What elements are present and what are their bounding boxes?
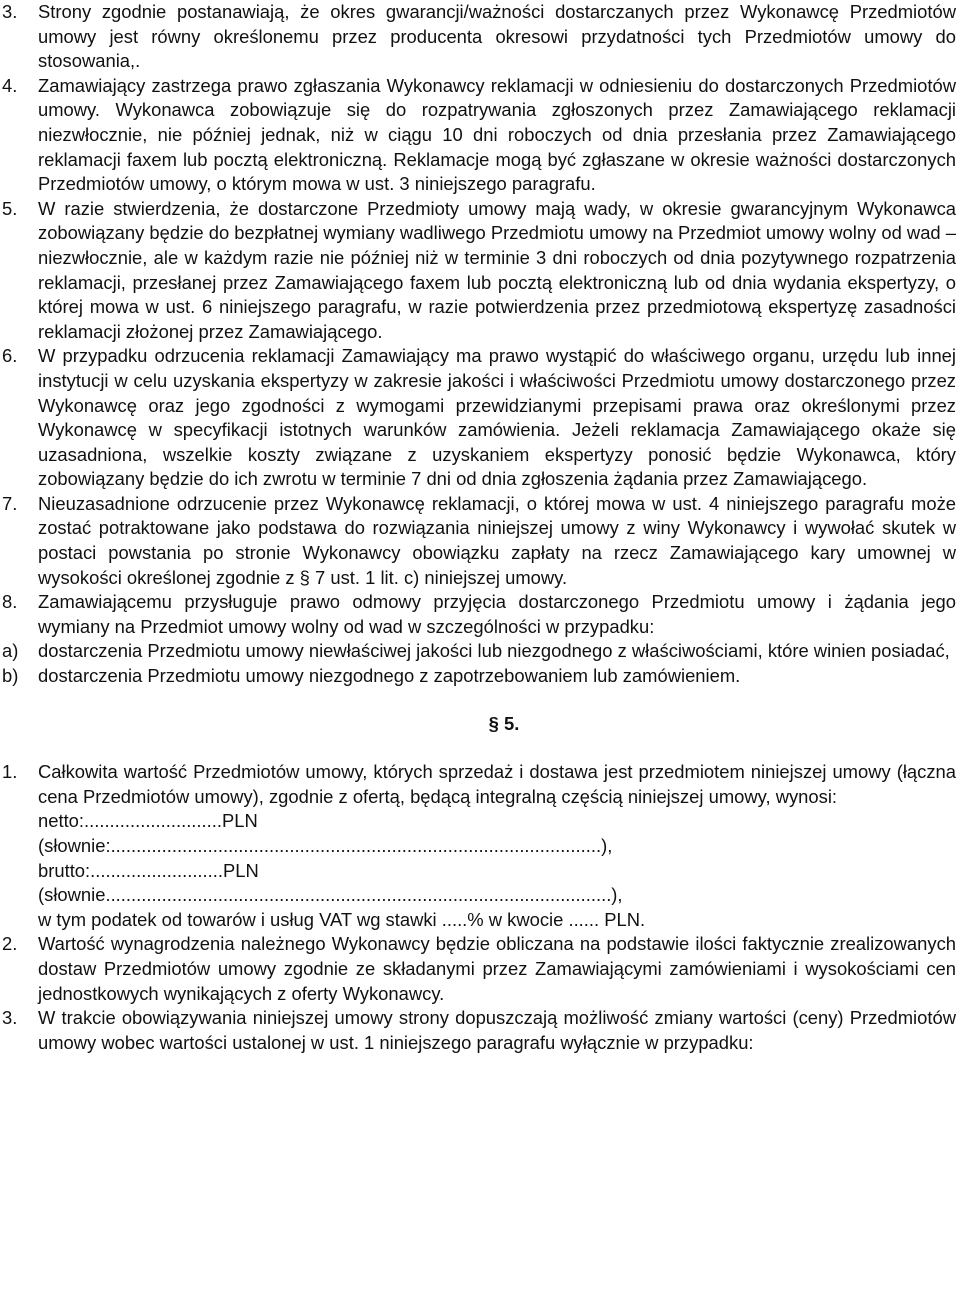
item-number: 1. [2,761,18,783]
list-item [0,492,960,590]
item-number: 5. [2,197,18,219]
item-text: Nieuzasadnione odrzucenie przez Wykonawcę reklamacji, o której mowa w ust. 4 niniejszego paragrafu może zostać potraktowane jako podstawa do rozwiązania niniejszej umowy z winy Wykonawcy i wywołać skutek w postaci powstania po stronie Wykonawcy obowiązku zapłaty na rzecz Zamawiającego kary umownej w wysokości określonej zgodnie z § 7 ust. 1 lit. c) niniejszej umowy. [38,492,956,588]
item-text: Zamawiającemu przysługuje prawo odmowy przyjęcia dostarczonego Przedmiotu umowy i żądania jego wymiany na Przedmiot umowy wolny od wad w szczególności w przypadku: [38,591,956,637]
gross-words-line: (słownie...................................................................................................), [38,884,623,906]
item-text: dostarczenia Przedmiotu umowy niezgodnego z zapotrzebowaniem lub zamówieniem. [38,665,741,687]
list-item [0,590,960,639]
item-number: 6. [2,345,18,367]
list-item [0,74,960,197]
list-item [0,639,960,664]
item-number: 8. [2,591,18,613]
item-letter: a) [2,640,19,662]
list-item [0,664,960,689]
vat-line: w tym podatek od towarów i usług VAT wg stawki .....% w kwocie ...... PLN. [38,908,646,930]
item-letter: b) [2,665,19,687]
list-item [0,344,960,492]
item-text: Całkowita wartość Przedmiotów umowy, których sprzedaż i dostawa jest przedmiotem niniejszej umowy (łączna cena Przedmiotów umowy), zgodnie z ofertą, będącą integralną częścią niniejszej umowy, wynosi: [38,761,956,807]
section-heading: § 5. [488,712,520,734]
item-number: 3. [2,1007,18,1029]
net-words-line: (słownie:................................................................................................), [38,835,613,856]
item-number: 4. [2,74,18,96]
list-item [0,1006,960,1055]
item-text: Zamawiający zastrzega prawo zgłaszania Wykonawcy reklamacji w odniesieniu do dostarczonych Przedmiotów umowy. Wykonawca zobowiązuje się do rozpatrywania zgłoszonych przez Zamawiającego reklamacji niezwłocznie, nie później jednak, niż w ciągu 10 dni roboczych od dnia przesłania przez Zamawiającego reklamacji faxem lub pocztą elektroniczną. Reklamacje mogą być zgłaszane w okresie ważności dostarczonych Przedmiotów umowy, o którym mowa w ust. 3 niniejszego paragrafu. [38,74,956,195]
item-text: W razie stwierdzenia, że dostarczone Przedmioty umowy mają wady, w okresie gwarancyjnym Wykonawca zobowiązany będzie do bezpłatnej wymiany wadliwego Przedmiotu umowy na Przedmiot umowy wolny od wad – niezwłocznie, ale w każdym razie nie później niż w terminie 3 dni roboczych od dnia pozytywnego rozpatrzenia reklamacji, przesłanej przez Zamawiającego faxem lub pocztą elektroniczną lub od dnia wydania ekspertyzy, o której mowa w ust. 6 niniejszego paragrafu, w razie potwierdzenia przez przedmiotową ekspertyzę zasadności reklamacji złożonej przez Zamawiającego. [38,197,956,342]
item-number: 7. [2,492,18,514]
item-number: 2. [2,933,18,955]
list-item [0,197,960,345]
item-text: dostarczenia Przedmiotu umowy niewłaściwej jakości lub niezgodnego z właściwościami, które winien posiadać, [38,640,950,662]
item-text: W przypadku odrzucenia reklamacji Zamawiający ma prawo wystąpić do właściwego organu, urzędu lub innej instytucji w celu uzyskania ekspertyzy w zakresie jakości i właściwości Przedmiotu umowy dostarczonego przez Wykonawcę oraz jego zgodności z wymogami przewidzianymi przepisami prawa oraz określonymi przez Wykonawcę w specyfikacji istotnych warunków zamówienia. Jeżeli reklamacja Zamawiającego okaże się uzasadniona, wszelkie koszty związane z uzyskaniem ekspertyzy ponosić będzie Wykonawca, który zobowiązany będzie do ich zwrotu w terminie 7 dni od dnia zgłoszenia żądania przez Zamawiającego. [38,345,956,490]
item-text: Strony zgodnie postanawiają, że okres gwarancji/ważności dostarczanych przez Wykonawcę Przedmiotów umowy jest równy określonemu przez producenta okresowi przydatności tych Przedmiotów umowy do stosowania,. [38,1,956,72]
list-item [0,932,960,1006]
list-item [0,760,960,932]
net-value-line: netto:...........................PLN [38,810,258,832]
list-item [0,0,960,74]
item-number: 3. [2,1,18,22]
section5-list [0,760,960,1055]
item-text: W trakcie obowiązywania niniejszej umowy strony dopuszczają możliwość zmiany wartości (ceny) Przedmiotów umowy wobec wartości ustalonej w ust. 1 niniejszego paragrafu wyłącznie w przypadku: [38,1007,956,1053]
item-text: Wartość wynagrodzenia należnego Wykonawcy będzie obliczana na podstawie ilości faktycznie zrealizowanych dostaw Przedmiotów umowy zgodnie ze składanymi przez Zamawiającymi zamówieniami i wysokościami cen jednostkowych wynikających z oferty Wykonawcy. [38,933,956,1004]
gross-value-line: brutto:..........................PLN [38,859,259,881]
